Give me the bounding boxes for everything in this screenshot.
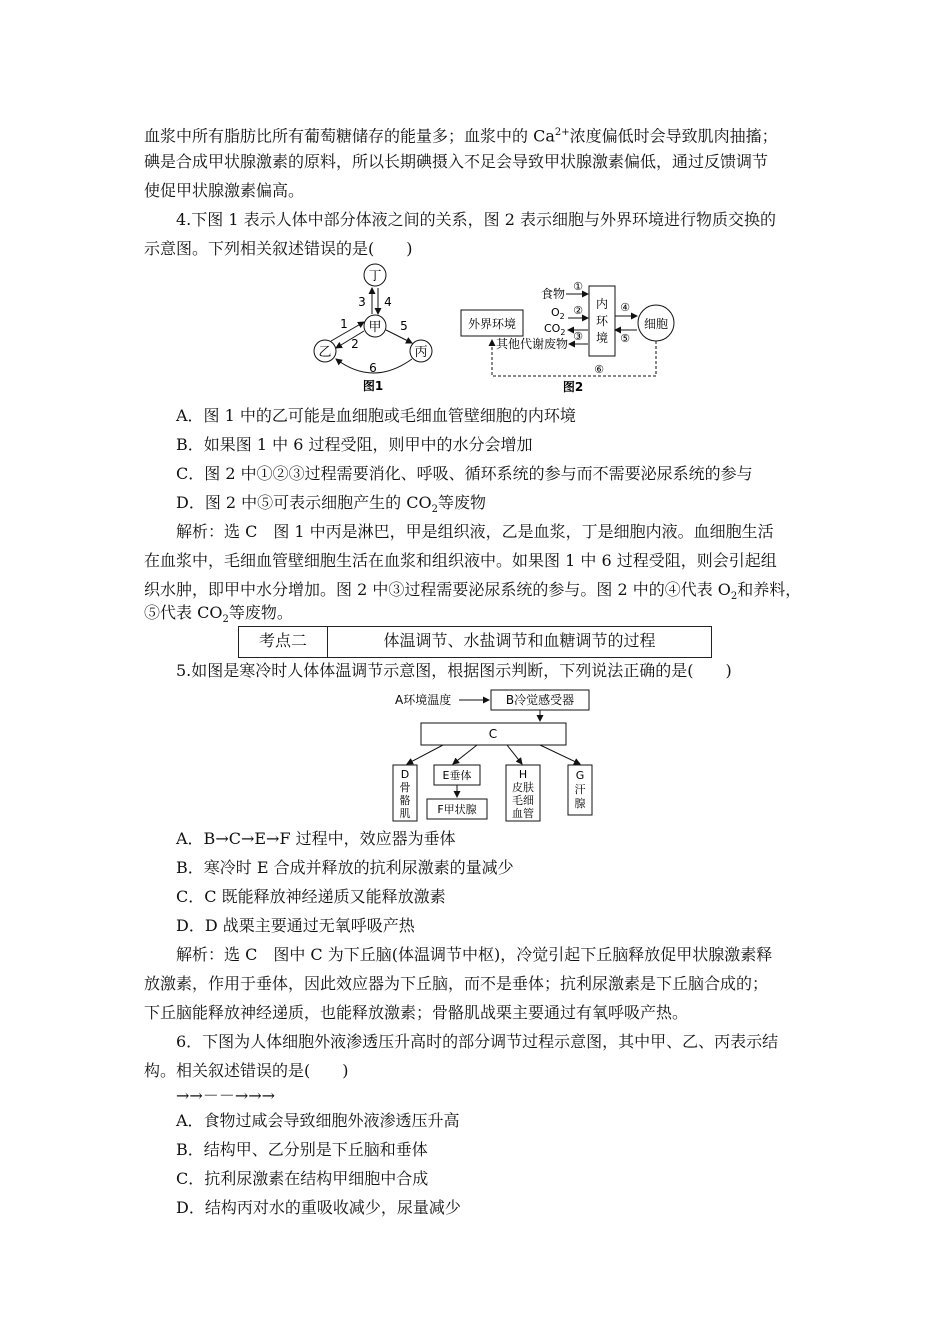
q5-option-b[interactable]: B．寒冷时 E 合成并释放的抗利尿激素的量减少 xyxy=(176,858,514,877)
svg-text:CO2: $CO_2$ xyxy=(544,322,566,337)
label-bing: 丙 xyxy=(414,345,428,360)
q4-option-c[interactable]: C．图 2 中①②③过程需要消化、呼吸、循环系统的参与而不需要泌尿系统的参与 xyxy=(176,464,753,483)
svg-text:②: ② xyxy=(573,304,583,317)
q5-answer-2: 放激素，作用于垂体，因此效应器为下丘脑，而不是垂体；抗利尿激素是下丘脑合成的； xyxy=(144,974,769,993)
q4-option-b[interactable]: B．如果图 1 中 6 过程受阻，则甲中的水分会增加 xyxy=(176,435,533,454)
q6-option-a[interactable]: A．食物过咸会导致细胞外液渗透压升高 xyxy=(176,1111,460,1130)
svg-text:O2: $O_2$ xyxy=(551,306,565,321)
q6-option-d[interactable]: D．结构丙对水的重吸收减少，尿量减少 xyxy=(176,1198,461,1217)
q6-stem-2: 构。相关叙述错误的是( ) xyxy=(144,1061,349,1080)
section-header-box xyxy=(238,626,712,658)
q5-option-d[interactable]: D．D 战栗主要通过无氧呼吸产热 xyxy=(176,916,415,935)
section-label: 考点二 xyxy=(239,627,328,657)
svg-text:E垂体: E垂体 xyxy=(442,769,472,782)
svg-text:2: 2 xyxy=(351,337,359,351)
q4-figure-2 xyxy=(456,278,686,394)
svg-text:肌: 肌 xyxy=(399,807,411,820)
svg-text:⑥: ⑥ xyxy=(594,363,604,376)
q5-stem: 5.如图是寒冷时人体体温调节示意图，根据图示判断，下列说法正确的是( ) xyxy=(176,661,732,680)
q6-option-b[interactable]: B．结构甲、乙分别是下丘脑和垂体 xyxy=(176,1140,428,1159)
svg-text:细胞: 细胞 xyxy=(643,317,669,331)
q5-option-c[interactable]: C．C 既能释放神经递质又能释放激素 xyxy=(176,887,446,906)
q5-figure xyxy=(385,688,625,823)
svg-text:D: D xyxy=(400,768,410,781)
label-ding: 丁 xyxy=(368,269,382,284)
q4-answer-2: 在血浆中，毛细血管壁细胞生活在血浆和组织液中。如果图 1 中 6 过程受阻，则会引起组 xyxy=(144,551,777,570)
svg-text:骼: 骼 xyxy=(399,794,411,807)
fig2-caption: 图2 xyxy=(562,380,584,394)
svg-text:毛细: 毛细 xyxy=(512,794,534,807)
svg-text:F甲状腺: F甲状腺 xyxy=(437,803,477,816)
q4-stem-1: 4.下图 1 表示人体中部分体液之间的关系，图 2 表示细胞与外界环境进行物质交换的 xyxy=(176,210,776,229)
svg-text:6: 6 xyxy=(369,361,377,375)
svg-text:其他代谢废物: 其他代谢废物 xyxy=(496,337,569,351)
svg-text:5: 5 xyxy=(400,319,408,333)
svg-text:骨: 骨 xyxy=(399,781,411,794)
fig1-caption: 图1 xyxy=(362,379,384,392)
q6-arrow-diagram: →→－－→→→ xyxy=(176,1086,276,1105)
q4-figure-1 xyxy=(300,262,450,392)
q4-answer-1: 解析：选 C 图 1 中丙是淋巴，甲是组织液，乙是血浆，丁是细胞内液。血细胞生活 xyxy=(176,522,774,541)
q4-option-a[interactable]: A．图 1 中的乙可能是血细胞或毛细血管壁细胞的内环境 xyxy=(176,406,576,425)
svg-text:1: 1 xyxy=(340,317,348,331)
q4-stem-2: 示意图。下列相关叙述错误的是( ) xyxy=(144,239,413,258)
svg-text:内: 内 xyxy=(595,297,609,311)
svg-text:④: ④ xyxy=(620,301,630,314)
label-jia: 甲 xyxy=(368,320,382,335)
svg-text:皮肤: 皮肤 xyxy=(512,781,534,794)
svg-text:B冷觉感受器: B冷觉感受器 xyxy=(505,693,575,707)
svg-text:3: 3 xyxy=(358,295,366,309)
svg-text:环: 环 xyxy=(595,314,609,328)
intro-line-1: 血浆中所有脂肪比所有葡萄糖储存的能量多；血浆中的 $Ca^{2+}$浓度偏低时会导致肌肉抽搐； xyxy=(144,126,778,146)
svg-text:G: G xyxy=(575,769,585,782)
svg-text:外界环境: 外界环境 xyxy=(467,317,517,331)
q6-stem-1: 6．下图为人体细胞外液渗透压升高时的部分调节过程示意图，其中甲、乙、丙表示结 xyxy=(176,1032,779,1051)
section-title: 体温调节、水盐调节和血糖调节的过程 xyxy=(383,631,656,650)
svg-text:C: C xyxy=(488,727,498,741)
q6-option-c[interactable]: C．抗利尿激素在结构甲细胞中合成 xyxy=(176,1169,429,1188)
q5-answer-1: 解析：选 C 图中 C 为下丘脑(体温调节中枢)，冷觉引起下丘脑释放促甲状腺激素释 xyxy=(176,945,773,964)
q4-option-d[interactable]: D．图 2 中⑤可表示细胞产生的 $CO_2$等废物 xyxy=(176,493,487,516)
q4-answer-4: ⑤代表 $CO_2$等废物。 xyxy=(144,603,293,626)
svg-text:4: 4 xyxy=(384,295,392,309)
svg-text:食物: 食物 xyxy=(541,287,566,301)
intro-line-3: 使促甲状腺激素偏高。 xyxy=(144,181,305,200)
svg-text:⑤: ⑤ xyxy=(620,332,630,345)
q4-answer-3: 织水肿，即甲中水分增加。图 2 中③过程需要泌尿系统的参与。图 2 中的④代表 $O_2$和养料， xyxy=(144,580,802,603)
svg-text:③: ③ xyxy=(573,330,583,343)
svg-text:腺: 腺 xyxy=(574,797,586,810)
q5-option-a[interactable]: A．B→C→E→F 过程中，效应器为垂体 xyxy=(176,829,456,848)
svg-text:H: H xyxy=(518,768,528,781)
svg-text:①: ① xyxy=(573,280,583,293)
label-yi: 乙 xyxy=(318,345,332,360)
svg-text:汗: 汗 xyxy=(574,783,586,796)
q5-answer-3: 下丘脑能释放神经递质，也能释放激素；骨骼肌战栗主要通过有氧呼吸产热。 xyxy=(144,1003,689,1022)
svg-text:血管: 血管 xyxy=(512,807,534,820)
intro-line-2: 碘是合成甲状腺激素的原料，所以长期碘摄入不足会导致甲状腺激素偏低，通过反馈调节 xyxy=(144,152,769,171)
svg-text:A环境温度: A环境温度 xyxy=(395,693,452,707)
svg-text:境: 境 xyxy=(595,331,609,345)
